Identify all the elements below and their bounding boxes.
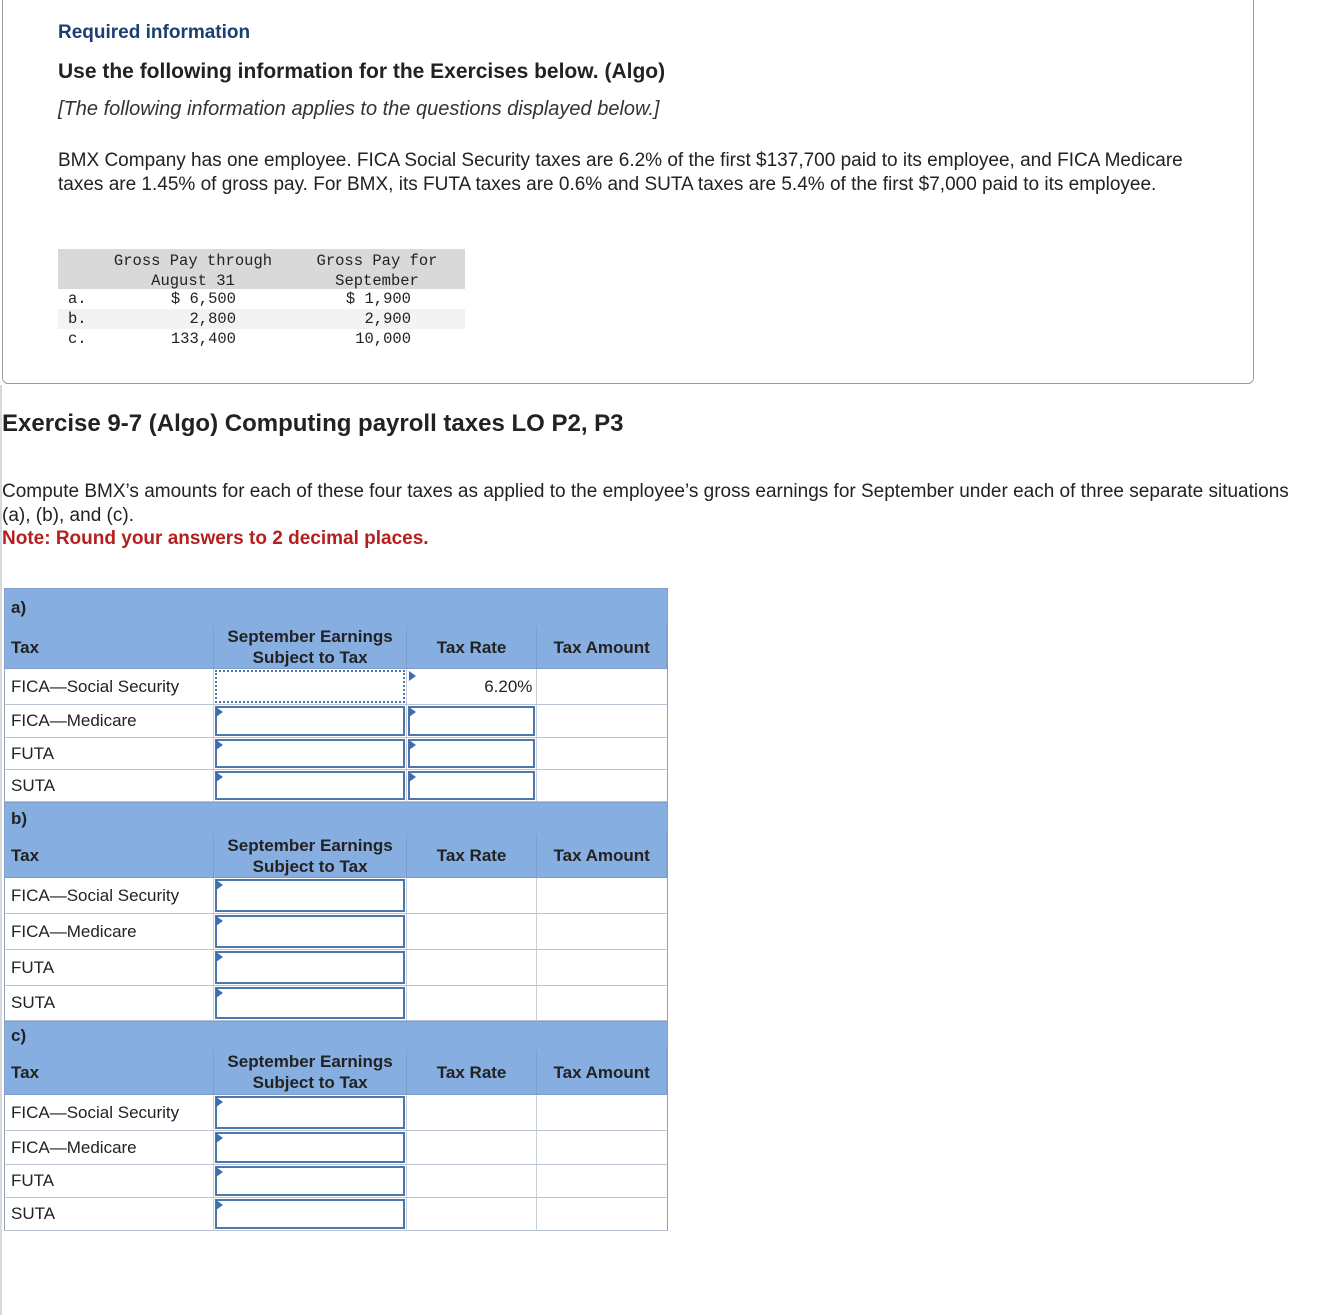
table-row <box>4 1165 668 1198</box>
table-row <box>4 986 668 1021</box>
table-row <box>4 705 668 738</box>
column-header-row <box>4 1050 668 1095</box>
earnings-input[interactable] <box>215 879 404 912</box>
rate-cell <box>407 1095 538 1130</box>
rate-cell <box>407 1131 538 1164</box>
amount-cell <box>537 878 667 913</box>
input-marker-icon <box>216 988 223 998</box>
tax-name: FUTA <box>5 950 214 985</box>
tax-rate-value: 6.20% <box>484 676 533 696</box>
amount-cell <box>537 986 667 1020</box>
tax-name: SUTA <box>5 1198 214 1230</box>
rate-cell <box>407 1165 538 1197</box>
earnings-input[interactable] <box>215 706 404 736</box>
pay-row-label: c. <box>68 330 87 348</box>
table-row <box>4 878 668 914</box>
earnings-cell <box>214 878 406 913</box>
col-header-tax: Tax <box>5 626 214 668</box>
header-gross-pay-through-august: Gross Pay through August 31 <box>113 252 273 290</box>
rate-cell <box>407 950 538 985</box>
earnings-cell <box>214 950 406 985</box>
pay-through-august: $ 6,500 <box>170 290 236 308</box>
amount-cell <box>537 770 667 801</box>
col-header-tax: Tax <box>5 1050 214 1094</box>
earnings-input[interactable] <box>215 1199 404 1229</box>
use-following-title: Use the following information for the Exercises below. (Algo) <box>58 60 666 83</box>
tax-name: FUTA <box>5 1165 214 1197</box>
rate-cell <box>407 705 538 737</box>
earnings-cell <box>214 1198 406 1230</box>
rate-cell <box>407 878 538 913</box>
amount-cell <box>537 705 667 737</box>
tax-name: FUTA <box>5 738 214 769</box>
earnings-cell <box>214 1165 406 1197</box>
tax-name: FICA—Social Security <box>5 878 214 913</box>
tax-name: FICA—Social Security <box>5 1095 214 1130</box>
gross-pay-table <box>58 249 465 349</box>
earnings-input[interactable] <box>215 739 404 768</box>
tax-name: FICA—Medicare <box>5 1131 214 1164</box>
input-marker-icon <box>409 772 416 782</box>
tax-name: FICA—Social Security <box>5 669 214 704</box>
col-header-amount: Tax Amount <box>537 1050 667 1094</box>
earnings-input[interactable] <box>215 915 404 948</box>
tax-rate-input[interactable] <box>408 739 536 768</box>
pay-row-label: a. <box>68 290 87 308</box>
gross-pay-table-header <box>58 249 465 289</box>
amount-cell <box>537 669 667 704</box>
rounding-note: Note: Round your answers to 2 decimal places. <box>2 528 429 549</box>
input-marker-icon <box>216 880 223 890</box>
table-row <box>4 669 668 705</box>
earnings-input[interactable] <box>215 670 404 703</box>
input-marker-icon <box>216 740 223 750</box>
column-header-row <box>4 626 668 669</box>
section-b-header <box>4 802 668 834</box>
earnings-input[interactable] <box>215 1166 404 1196</box>
table-row <box>4 1095 668 1131</box>
input-marker-icon <box>409 671 416 681</box>
payroll-tax-answer-grid <box>4 588 668 1231</box>
amount-cell <box>537 950 667 985</box>
rate-cell <box>407 738 538 769</box>
earnings-cell <box>214 1095 406 1130</box>
table-row <box>4 1131 668 1165</box>
earnings-cell <box>214 738 406 769</box>
col-header-earnings: September Earnings Subject to Tax <box>214 626 406 668</box>
tax-rate-input[interactable] <box>408 771 536 800</box>
col-header-rate: Tax Rate <box>407 626 538 668</box>
pay-row-a <box>58 289 465 309</box>
section-c-header <box>4 1021 668 1050</box>
applies-note: [The following information applies to the questions displayed below.] <box>58 98 660 120</box>
earnings-cell <box>214 705 406 737</box>
col-header-amount: Tax Amount <box>537 834 667 877</box>
pay-september: $ 1,900 <box>345 290 411 308</box>
pay-row-label: b. <box>68 310 87 328</box>
col-header-tax: Tax <box>5 834 214 877</box>
tax-name: SUTA <box>5 986 214 1020</box>
earnings-input[interactable] <box>215 771 404 800</box>
earnings-input[interactable] <box>215 1096 404 1129</box>
pay-september: 10,000 <box>355 330 411 348</box>
column-header-row <box>4 834 668 878</box>
amount-cell <box>537 738 667 769</box>
section-label: b) <box>11 808 28 828</box>
input-marker-icon <box>409 740 416 750</box>
earnings-input[interactable] <box>215 951 404 984</box>
col-header-rate: Tax Rate <box>407 834 538 877</box>
tax-name: FICA—Medicare <box>5 705 214 737</box>
earnings-cell <box>214 669 406 704</box>
earnings-cell <box>214 914 406 949</box>
input-marker-icon <box>216 916 223 926</box>
amount-cell <box>537 914 667 949</box>
table-row <box>4 770 668 802</box>
pay-through-august: 133,400 <box>170 330 236 348</box>
pay-through-august: 2,800 <box>189 310 236 328</box>
earnings-cell <box>214 770 406 801</box>
rate-cell <box>407 914 538 949</box>
col-header-earnings: September Earnings Subject to Tax <box>214 1050 406 1094</box>
intro-paragraph: BMX Company has one employee. FICA Social Security taxes are 6.2% of the first $137,700 paid to its employee, and FICA Medicare taxes are 1.45% of gross pay. For BMX, its FUTA taxes are 0.6% and SUTA taxes are 5.4% of the first $7,000 paid to its employee. <box>58 150 1183 195</box>
header-gross-pay-september: Gross Pay for September <box>316 252 438 290</box>
exercise-title: Exercise 9-7 (Algo) Computing payroll taxes LO P2, P3 <box>2 410 624 437</box>
input-marker-icon <box>216 952 223 962</box>
input-marker-icon <box>216 707 223 717</box>
pay-row-c <box>58 329 465 349</box>
amount-cell <box>537 1165 667 1197</box>
col-header-amount: Tax Amount <box>537 626 667 668</box>
col-header-rate: Tax Rate <box>407 1050 538 1094</box>
amount-cell <box>537 1095 667 1130</box>
rate-cell <box>407 1198 538 1230</box>
tax-name: SUTA <box>5 770 214 801</box>
input-marker-icon <box>216 1167 223 1177</box>
pay-row-b <box>58 309 465 329</box>
input-marker-icon <box>409 707 416 717</box>
input-marker-icon <box>216 1133 223 1143</box>
rate-cell <box>407 669 538 704</box>
tax-rate-input[interactable] <box>408 706 536 736</box>
section-label: c) <box>11 1026 27 1045</box>
table-row <box>4 914 668 950</box>
earnings-input[interactable] <box>215 987 404 1019</box>
input-marker-icon <box>216 1097 223 1107</box>
rate-cell <box>407 986 538 1020</box>
col-header-earnings: September Earnings Subject to Tax <box>214 834 406 877</box>
section-label: a) <box>11 597 27 617</box>
pay-september: 2,900 <box>364 310 411 328</box>
table-row <box>4 738 668 770</box>
section-a-header <box>4 588 668 626</box>
rate-cell <box>407 770 538 801</box>
tax-name: FICA—Medicare <box>5 914 214 949</box>
input-marker-icon <box>216 772 223 782</box>
earnings-input[interactable] <box>215 1132 404 1163</box>
required-info-title: Required information <box>58 22 251 43</box>
input-marker-icon <box>216 1200 223 1210</box>
table-row <box>4 950 668 986</box>
earnings-cell <box>214 986 406 1020</box>
amount-cell <box>537 1131 667 1164</box>
amount-cell <box>537 1198 667 1230</box>
exercise-instructions: Compute BMX’s amounts for each of these four taxes as applied to the employee’s gross earnings for September under each of three separate situations (a), (b), and (c). <box>2 481 1289 526</box>
earnings-cell <box>214 1131 406 1164</box>
table-row <box>4 1198 668 1231</box>
